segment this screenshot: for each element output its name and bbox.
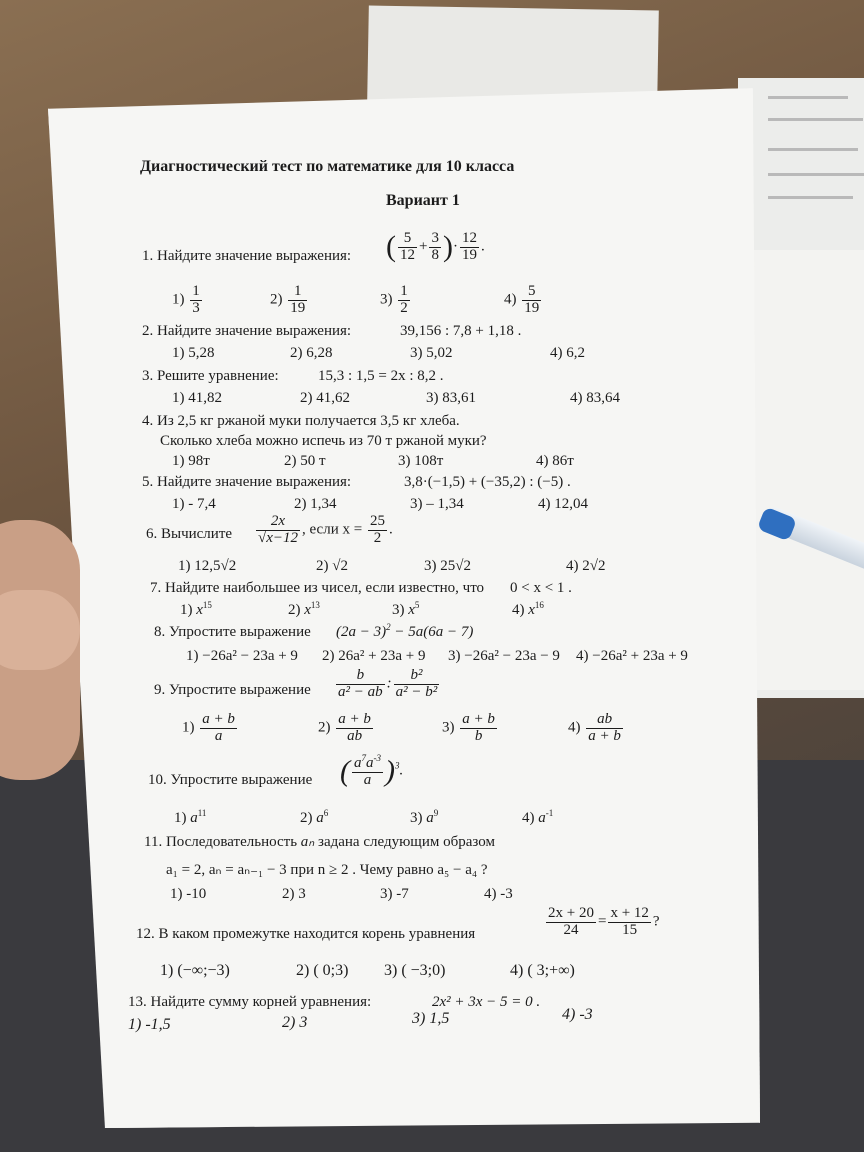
question-3-expression: 15,3 : 1,5 = 2x : 8,2 . [318, 368, 444, 384]
question-2-option-2[interactable]: 2) 6,28 [290, 345, 333, 361]
question-1-option-2[interactable]: 2) $\frac{1}{19}$ [270, 283, 306, 316]
question-10-text: 10. Упростите выражение [148, 772, 313, 788]
question-1-option-4[interactable]: 4) $\frac{5}{19}$ [504, 283, 540, 316]
question-2-option-3[interactable]: 3) 5,02 [410, 345, 453, 361]
question-6-option-4[interactable]: 4) 2√2 [566, 558, 606, 574]
question-3-option-3[interactable]: 3) 83,61 [426, 390, 476, 406]
question-5-option-1[interactable]: 1) - 7,4 [172, 496, 216, 512]
question-3-text: 3. Решите уравнение: [142, 368, 279, 384]
question-3-option-2[interactable]: 2) 41,62 [300, 390, 350, 406]
question-10-expression: ( $\frac{a^7a^{-3}}{a}$ )$^3$. [340, 753, 404, 788]
question-5-expression: 3,8·(−1,5) + (−35,2) : (−5) . [404, 474, 571, 490]
question-2-option-1[interactable]: 1) 5,28 [172, 345, 215, 361]
question-9-option-3[interactable]: 3) $\frac{a + b}{b}$ [442, 711, 495, 744]
question-4-option-1[interactable]: 1) 98т [172, 453, 210, 469]
question-6-option-1[interactable]: 1) 12,5√2 [178, 558, 237, 574]
question-5-option-4[interactable]: 4) 12,04 [538, 496, 588, 512]
question-1-option-1[interactable]: 1) $\frac{1}{3}$ [172, 283, 200, 316]
question-1-option-3[interactable]: 3) $\frac{1}{2}$ [380, 283, 408, 316]
question-9-option-1[interactable]: 1) $\frac{a + b}{a}$ [182, 711, 235, 744]
question-13-option-4[interactable]: 4) -3 [562, 1006, 593, 1023]
question-12-option-2[interactable]: 2) ( 0;3) [296, 962, 349, 979]
question-11-line-1: 11. Последовательность aₙ задана следующим образом [144, 834, 495, 850]
question-7-text: 7. Найдите наибольшее из чисел, если известно, что [150, 580, 485, 596]
question-13-option-2[interactable]: 2) 3 [282, 1014, 308, 1031]
question-2-expression: 39,156 : 7,8 + 1,18 . [400, 323, 522, 339]
question-7-option-2[interactable]: 2) $x^{13}$ [288, 600, 320, 618]
question-3-option-1[interactable]: 1) 41,82 [172, 390, 222, 406]
question-13-text: 13. Найдите сумму корней уравнения: [128, 994, 372, 1010]
question-7-option-4[interactable]: 4) $x^{16}$ [512, 600, 544, 618]
question-7-option-1[interactable]: 1) $x^{15}$ [180, 600, 212, 618]
question-6-option-3[interactable]: 3) 25√2 [424, 558, 471, 574]
question-8-expression: $(2a - 3)^2 - 5a(6a - 7)$ [336, 622, 474, 640]
question-4-line-1: 4. Из 2,5 кг ржаной муки получается 3,5 кг хлеба. [142, 413, 460, 429]
question-2-text: 2. Найдите значение выражения: [142, 323, 352, 339]
question-4-option-3[interactable]: 3) 108т [398, 453, 444, 469]
question-11-option-2[interactable]: 2) 3 [282, 886, 306, 902]
question-12-text: 12. В каком промежутке находится корень уравнения [136, 926, 476, 942]
question-5-option-2[interactable]: 2) 1,34 [294, 496, 337, 512]
question-8-option-3[interactable]: 3) −26a² − 23a − 9 [448, 648, 560, 664]
page-title: Диагностический тест по математике для 10 класса [140, 158, 515, 175]
question-3-option-4[interactable]: 4) 83,64 [570, 390, 620, 406]
question-12-option-1[interactable]: 1) (−∞;−3) [160, 962, 230, 979]
question-11-line-2: a₁ = 2, aₙ = aₙ₋₁ − 3 при n ≥ 2 . Чему равно a₅ − a₄ ? [166, 862, 488, 878]
question-12-option-3[interactable]: 3) ( −3;0) [384, 962, 446, 979]
question-12-option-4[interactable]: 4) ( 3;+∞) [510, 962, 575, 979]
question-13-option-1[interactable]: 1) -1,5 [128, 1016, 171, 1033]
question-6-option-2[interactable]: 2) √2 [316, 558, 348, 574]
question-10-option-1[interactable]: 1) $a^{11}$ [174, 808, 207, 826]
question-13-option-3[interactable]: 3) 1,5 [412, 1010, 450, 1027]
question-2-option-4[interactable]: 4) 6,2 [550, 345, 585, 361]
variant-label: Вариант 1 [386, 192, 460, 209]
question-13-expression: 2x² + 3x − 5 = 0 . [432, 994, 541, 1010]
question-4-line-2: Сколько хлеба можно испечь из 70 т ржаной муки? [160, 433, 487, 449]
question-1-text: 1. Найдите значение выражения: [142, 248, 352, 264]
question-10-option-3[interactable]: 3) $a^9$ [410, 808, 439, 826]
question-10-option-2[interactable]: 2) $a^6$ [300, 808, 329, 826]
question-9-expression: $\frac{b}{\text{a² − ab}}$ : $\frac{\text{b²}}{\text{a² − b²}}$ [338, 667, 438, 700]
question-7-option-3[interactable]: 3) $x^5$ [392, 600, 420, 618]
question-11-option-3[interactable]: 3) -7 [380, 886, 409, 902]
question-5-option-3[interactable]: 3) – 1,34 [410, 496, 464, 512]
question-6-text: 6. Вычислите [146, 526, 233, 542]
question-8-option-2[interactable]: 2) 26a² + 23a + 9 [322, 648, 426, 664]
question-7-condition: 0 < x < 1 . [510, 580, 572, 596]
question-1-expression: ( $\frac{5}{12}$ + $\frac{3}{8}$ )· $\frac{12}{19}$ . [386, 229, 485, 263]
question-5-text: 5. Найдите значение выражения: [142, 474, 352, 490]
question-4-option-4[interactable]: 4) 86т [536, 453, 574, 469]
question-9-text: 9. Упростите выражение [154, 682, 311, 698]
question-6-expression: $\frac{2x}{√x-12}$ , если x = $\frac{25}{2}$ . [258, 513, 393, 546]
question-9-option-2[interactable]: 2) $\frac{a + b}{ab}$ [318, 711, 371, 744]
question-9-option-4[interactable]: 4) $\frac{ab}{a + b}$ [568, 711, 621, 744]
question-8-text: 8. Упростите выражение [154, 624, 311, 640]
question-10-option-4[interactable]: 4) $a^{-1}$ [522, 808, 554, 826]
question-4-option-2[interactable]: 2) 50 т [284, 453, 326, 469]
question-12-expression: $\frac{2x + 20}{24}$ = $\frac{x + 12}{15}$ ? [548, 905, 660, 938]
question-11-option-1[interactable]: 1) -10 [170, 886, 207, 902]
question-11-option-4[interactable]: 4) -3 [484, 886, 513, 902]
question-8-option-1[interactable]: 1) −26a² − 23a + 9 [186, 648, 298, 664]
question-8-option-4[interactable]: 4) −26a² + 23a + 9 [576, 648, 688, 664]
